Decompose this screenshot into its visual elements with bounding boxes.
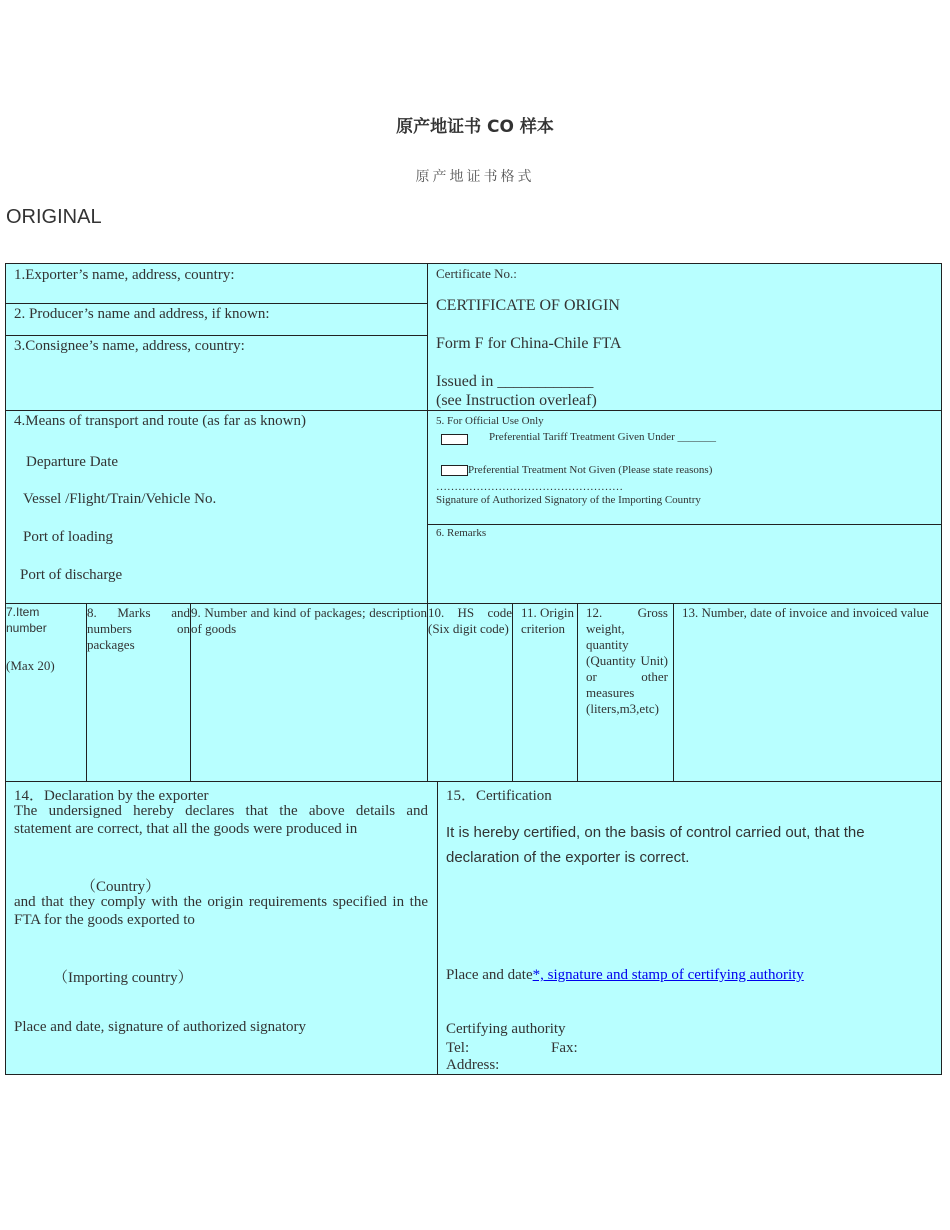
transport-title: 4.Means of transport and route (as far as known) [14,413,306,429]
box-certification [437,781,942,1075]
col-marks-label: 8. Marks and numbers on packages [87,605,190,652]
box-producer [5,303,428,336]
box-producer-label: 2. Producer’s name and address, if known: [14,306,270,322]
col-invoice-label: 13. Number, date of invoice and invoiced value [682,605,929,620]
declaration-text-1: The undersigned hereby declares that the above details and statement are correct, that all the goods were produced in [14,803,428,837]
certificate-no-label: Certificate No.: [436,266,517,281]
signature-importing-label: Signature of Authorized Signatory of the Importing Country [436,494,701,506]
address-label: Address: [446,1057,500,1073]
page-title: 原产地证书 CO 样本 [396,117,554,137]
box-consignee-label: 3.Consignee’s name, address, country: [14,338,245,354]
col-item-label: 7.Item [6,605,40,619]
certificate-see: (see Instruction overleaf) [436,392,597,409]
col-packages-label: 9. Number and kind of packages; description of goods [191,605,427,636]
certification-place-date [446,967,804,984]
certificate-title: CERTIFICATE OF ORIGIN [436,297,620,314]
col-origin-criterion [512,603,578,782]
col-max-label: (Max 20) [6,658,55,673]
box-official-use [427,410,942,525]
departure-date-label: Departure Date [26,454,119,470]
tariff-given-label: Preferential Tariff Treatment Given Under _______ [489,431,717,443]
box-consignee [5,335,428,411]
box-exporter [5,263,428,304]
declaration-title: 14．Declaration by the exporter [14,788,209,804]
port-discharge-label: Port of discharge [20,567,123,583]
box-declaration [5,781,438,1075]
reasons-dots: …………………………………………… [436,481,623,493]
page-subtitle: 原产地证书格式 [415,169,535,185]
vessel-label: Vessel /Flight/Train/Vehicle No. [23,491,217,507]
col-gross-label: 12. Gross weight, quantity (Quantity Unit) or other measures (liters,m3,etc) [586,605,668,716]
col-number-label: number [6,621,47,635]
certifying-authority-label: Certifying authority [446,1021,566,1037]
box-transport [5,410,428,604]
col-invoice [673,603,942,782]
certificate-form: Form F for China-Chile FTA [436,335,622,352]
box-exporter-label: 1.Exporter’s name, address, country: [14,267,235,283]
tariff-not-given-checkbox[interactable] [441,465,468,476]
certification-text: It is hereby certified, on the basis of control carried out, that the declaration of the exporter is correct. [446,824,865,866]
box-remarks [427,524,942,604]
declaration-importing-country: （Importing country） [53,970,193,986]
col-item-number [5,603,87,782]
certification-title: 15．Certification [446,788,552,804]
col-marks [86,603,191,782]
tel-label: Tel: [446,1040,470,1056]
col-gross-weight [577,603,674,782]
col-origin-label: 11. Origin criterion [521,605,574,636]
remarks-label: 6. Remarks [436,527,487,539]
certification-stamp-link[interactable]: *, signature and stamp of certifying authority [532,967,804,983]
col-packages [190,603,428,782]
declaration-place-date: Place and date, signature of authorized signatory [14,1019,306,1035]
fax-label: Fax: [551,1040,578,1056]
port-loading-label: Port of loading [23,529,113,545]
declaration-country: （Country） [81,879,161,895]
official-use-title: 5. For Official Use Only [436,415,544,427]
tariff-given-checkbox[interactable] [441,434,468,445]
certification-place-label: Place and date [446,967,533,983]
col-hs-code [427,603,513,782]
tariff-not-given-label: Preferential Treatment Not Given (Please state reasons) [468,464,713,476]
declaration-text-2: and that they comply with the origin requirements specified in the FTA for the goods exported to [14,894,428,928]
certificate-issued: Issued in ____________ [436,373,594,390]
original-label: ORIGINAL [6,206,102,228]
col-hs-label: 10. HS code (Six digit code) [428,605,512,636]
box-certificate [427,263,942,411]
